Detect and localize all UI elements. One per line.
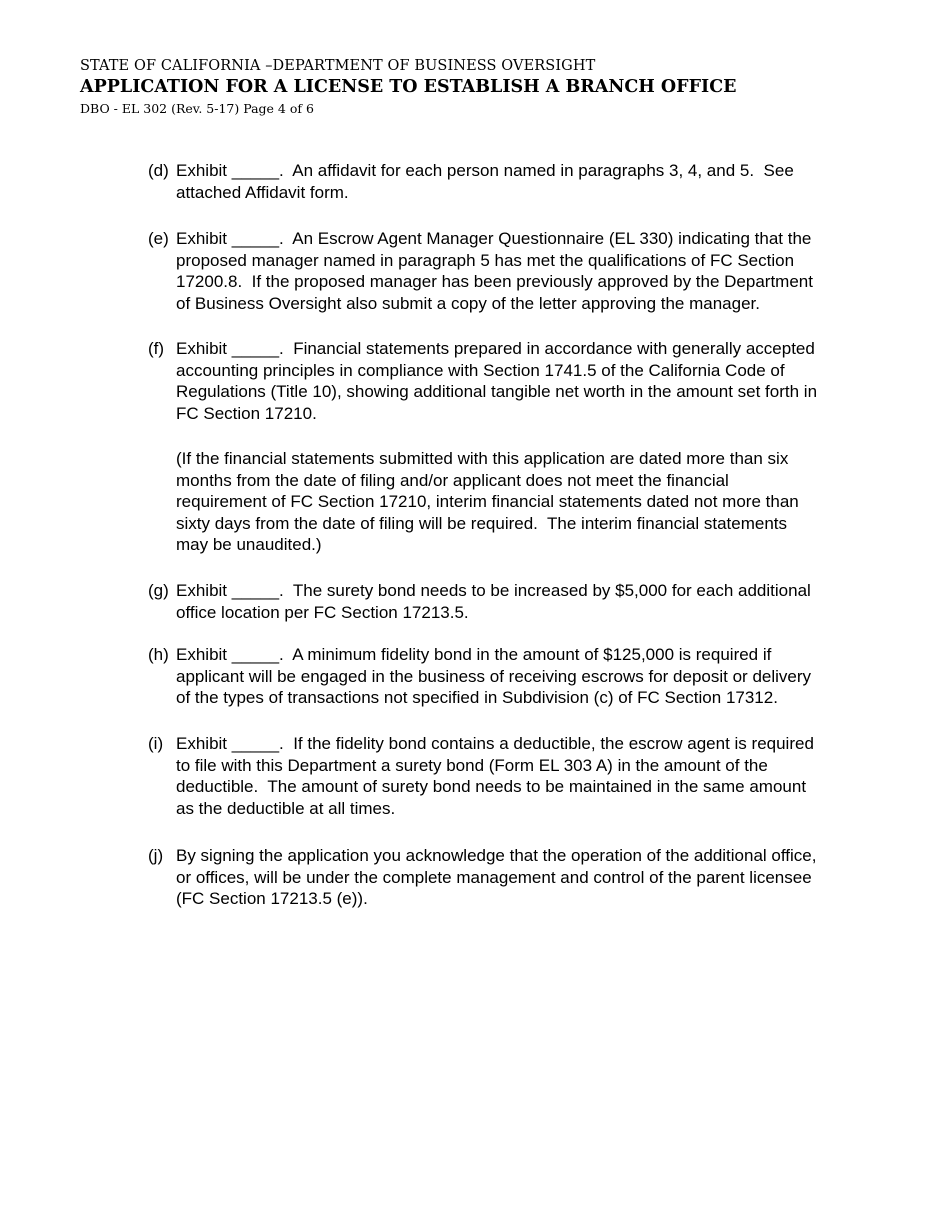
text-line: (If the financial statements submitted with this application are dated more than six [176,449,789,468]
text-line: of Business Oversight also submit a copy of the letter approving the manager. [176,293,760,313]
text-line: proposed manager named in paragraph 5 has met the qualifications of FC Section [176,250,795,270]
item-label: (e) [148,229,169,248]
item-label: (h) [148,645,169,664]
text-line: Exhibit _____. A minimum fidelity bond in the amount of $125,000 is required if [176,645,772,664]
item-text [176,580,811,623]
item-text [176,644,811,709]
text-line: 17200.8. If the proposed manager has been previously approved by the Department [176,272,813,291]
item-text [176,845,816,910]
text-line: office location per FC Section 17213.5. [176,602,469,622]
text-line: sixty days from the date of filing will be required. The interim financial statements [176,513,788,533]
text-line: Exhibit _____. The surety bond needs to be increased by $5,000 for each additional [176,581,811,600]
text-line: Regulations (Title 10), showing additional tangible net worth in the amount set forth in [176,382,818,401]
item-text [176,733,814,819]
item-text [176,448,799,556]
item-text [176,338,817,424]
item-label: (g) [148,581,169,600]
text-line: FC Section 17210. [176,403,317,423]
item-text [176,160,794,203]
text-line: months from the date of filing and/or applicant does not meet the financial [176,470,729,490]
text-line: as the deductible at all times. [176,798,396,818]
text-line: attached Affidavit form. [176,182,349,202]
text-line: or offices, will be under the complete management and control of the parent licensee [176,867,812,887]
text-line: Exhibit _____. An affidavit for each person named in paragraphs 3, 4, and 5. See [176,161,794,180]
text-line: to file with this Department a surety bond (Form EL 303 A) in the amount of the [176,755,768,775]
text-line: By signing the application you acknowledge that the operation of the additional office, [176,846,817,865]
text-line: deductible. The amount of surety bond needs to be maintained in the same amount [176,777,807,796]
text-line: may be unaudited.) [176,535,322,554]
item-label: (j) [148,846,164,865]
form-title: APPLICATION FOR A LICENSE TO ESTABLISH A BRANCH OFFICE [80,77,737,97]
item-label: (f) [148,339,165,358]
text-line: (FC Section 17213.5 (e)). [176,889,368,908]
item-text [176,228,813,314]
text-line: Exhibit _____. Financial statements prepared in accordance with generally accepted [176,339,815,358]
agency-name: STATE OF CALIFORNIA –DEPARTMENT OF BUSINESS OVERSIGHT [80,58,596,74]
text-line: applicant will be engaged in the business of receiving escrows for deposit or delivery [176,666,812,686]
text-line: accounting principles in compliance with Section 1741.5 of the California Code of [176,360,785,380]
text-line: requirement of FC Section 17210, interim financial statements dated not more than [176,492,799,511]
text-line: of the types of transactions not specified in Subdivision (c) of FC Section 17312. [176,688,778,707]
item-label: (i) [148,734,164,753]
form-info: DBO - EL 302 (Rev. 5-17) Page 4 of 6 [80,101,314,116]
item-label: (d) [148,161,169,180]
text-line: Exhibit _____. If the fidelity bond contains a deductible, the escrow agent is required [176,734,814,753]
text-line: Exhibit _____. An Escrow Agent Manager Questionnaire (EL 330) indicating that the [176,229,812,248]
